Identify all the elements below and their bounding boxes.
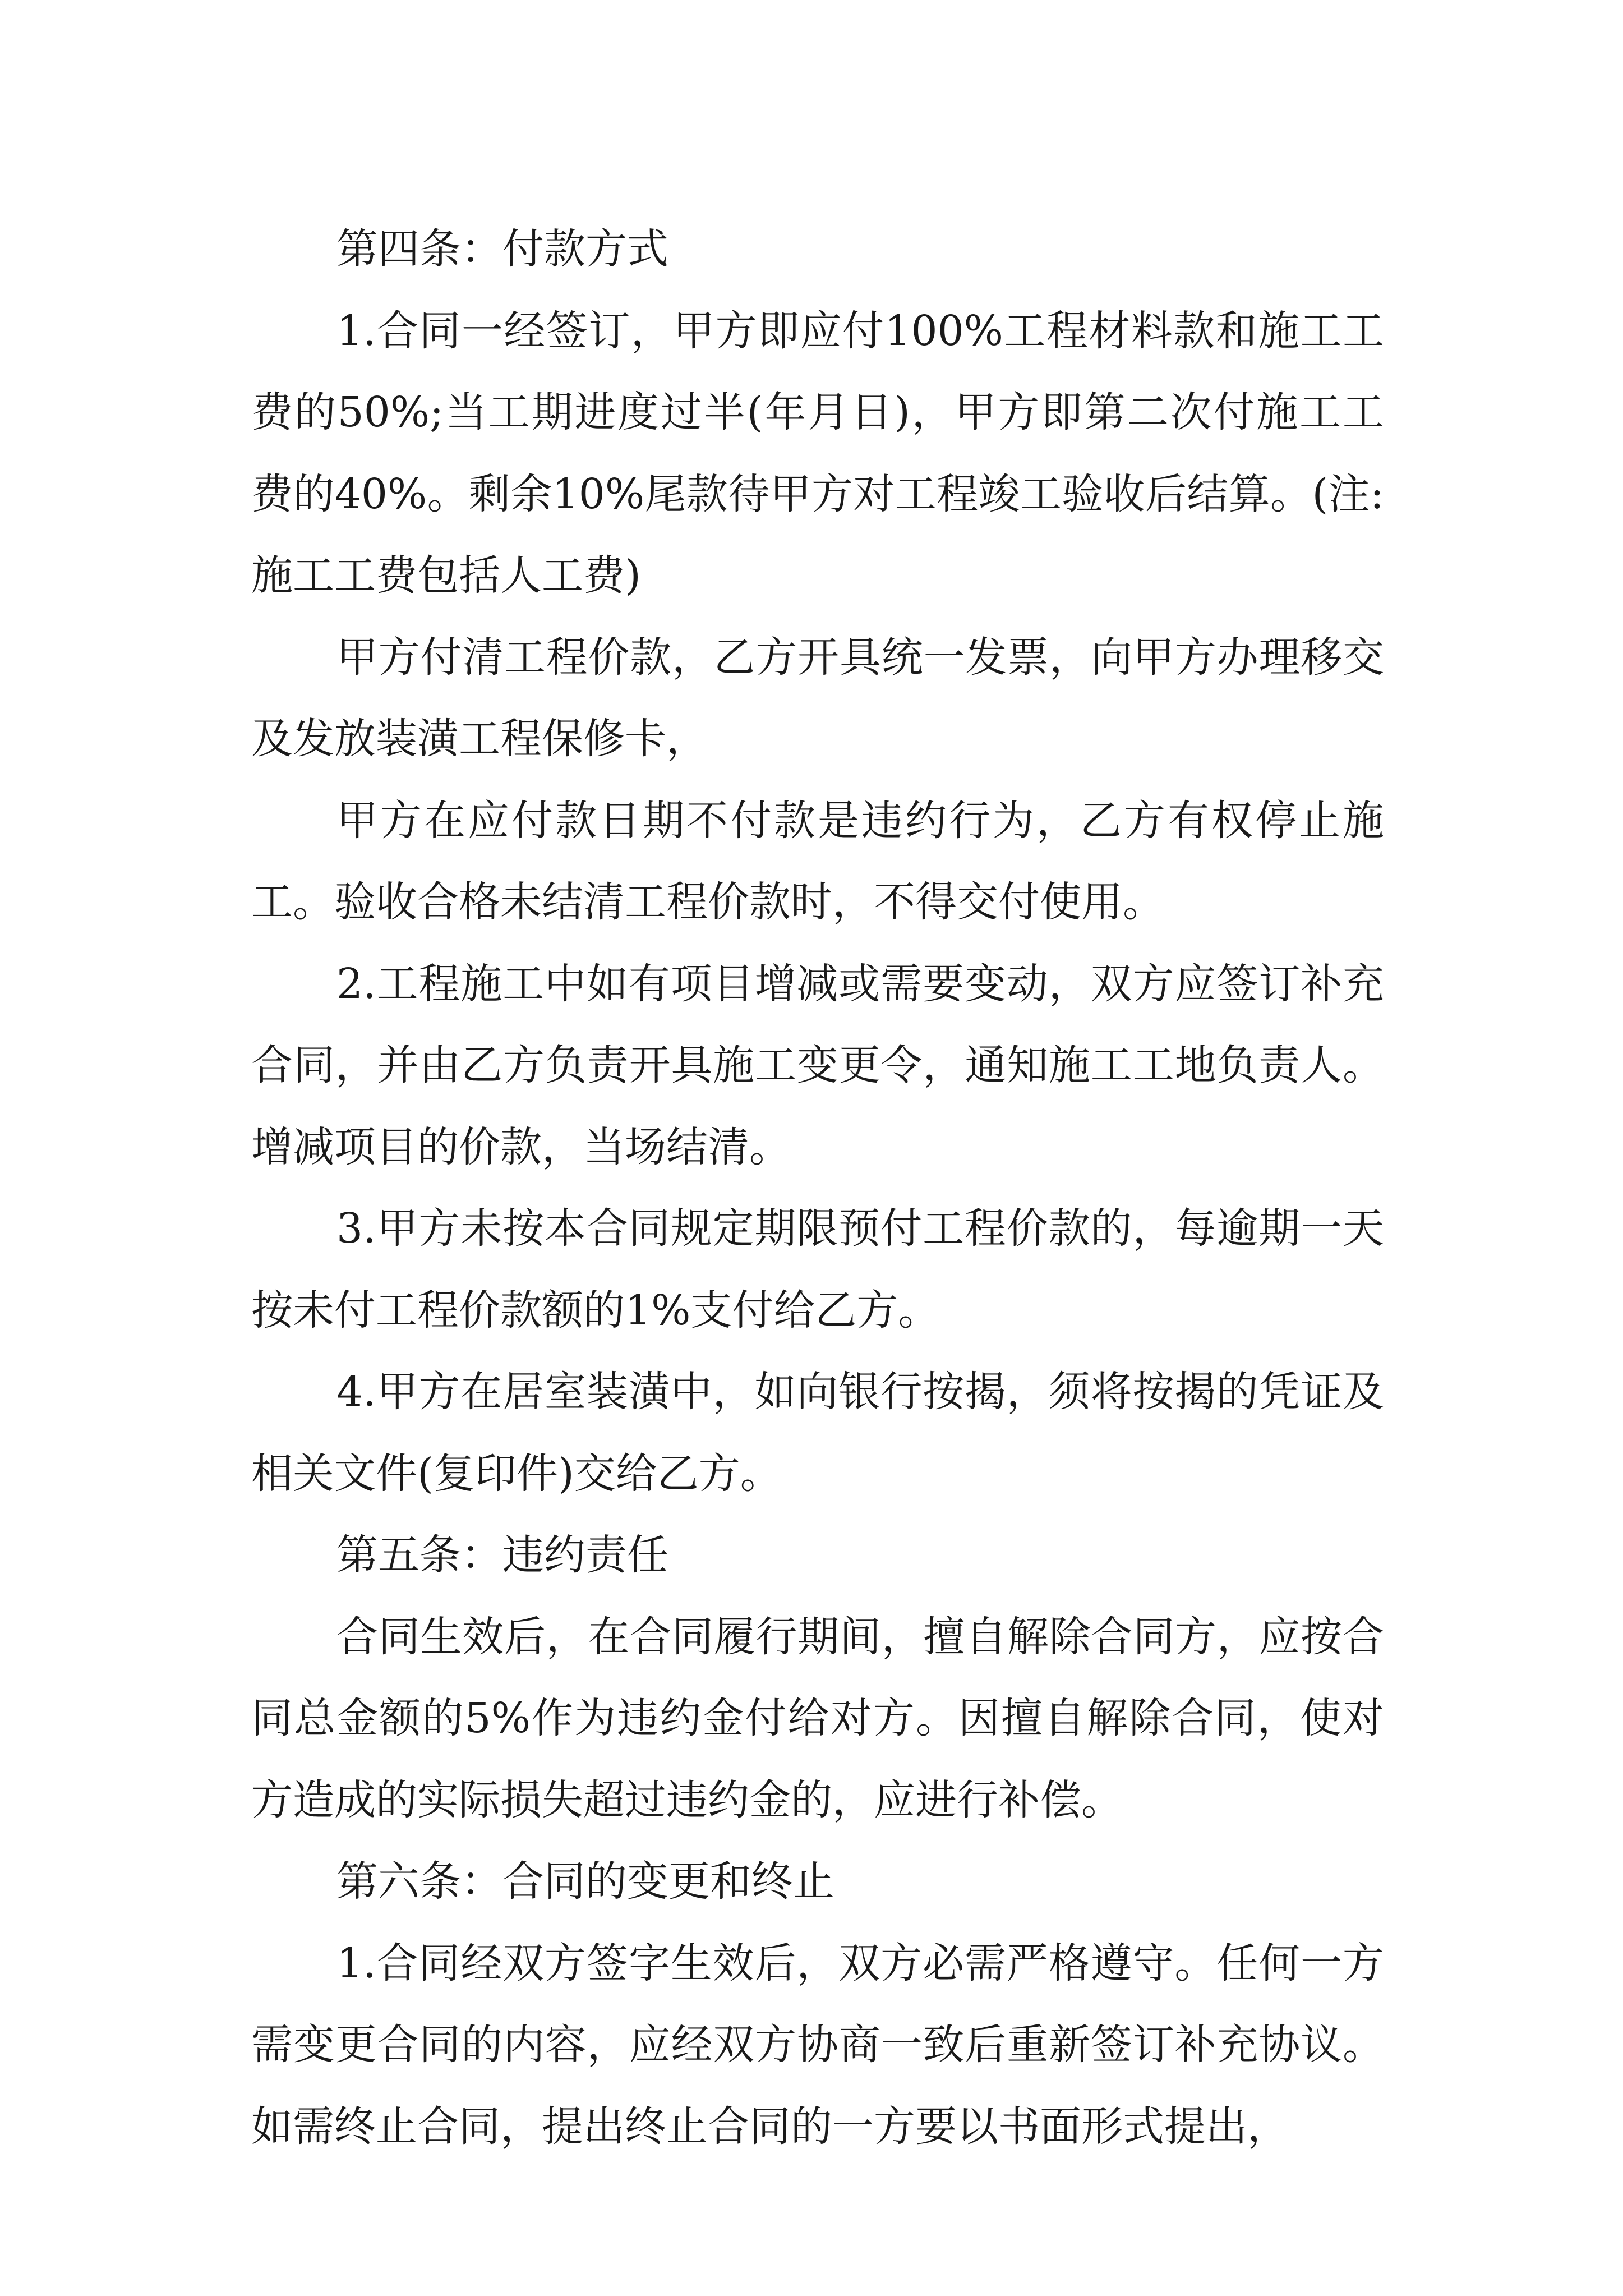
paragraph-payment-invoice: 甲方付清工程价款，乙方开具统一发票，向甲方办理移交及发放装潢工程保修卡， [251,633,1384,763]
section-heading-liability: 第五条：违约责任 [336,1531,668,1579]
paragraph-payment-default: 甲方在应付款日期不付款是违约行为，乙方有权停止施工。验收合格未结清工程价款时，不得交付使用。 [251,796,1384,926]
section-heading-payment: 第四条：付款方式 [336,225,668,273]
paragraph-payment-3: 3.甲方未按本合同规定期限预付工程价款的，每逾期一天按未付工程价款额的1%支付给乙方。 [251,1204,1384,1335]
paragraph-payment-4: 4.甲方在居室装潢中，如向银行按揭，须将按揭的凭证及相关文件(复印件)交给乙方。 [251,1368,1384,1498]
paragraph-payment-2: 2.工程施工中如有项目增减或需要变动，双方应签订补充合同，并由乙方负责开具施工变更令，通知施工工地负责人。增减项目的价款，当场结清。 [251,959,1384,1171]
paragraph-modification-1: 1.合同经双方签字生效后，双方必需严格遵守。任何一方需变更合同的内容，应经双方协商一致后重新签订补充协议。如需终止合同，提出终止合同的一方要以书面形式提出， [251,1939,1384,2151]
section-heading-modification: 第六条：合同的变更和终止 [336,1857,834,1906]
paragraph-payment-1: 1.合同一经签订，甲方即应付100%工程材料款和施工工费的50%;当工期进度过半(年月日)，甲方即第二次付施工工费的40%。剩余10%尾款待甲方对工程竣工验收后结算。(注:施工工费包括人工费) [251,306,1384,600]
paragraph-liability: 合同生效后，在合同履行期间，擅自解除合同方，应按合同总金额的5%作为违约金付给对方。因擅自解除合同，使对方造成的实际损失超过违约金的，应进行补偿。 [251,1612,1384,1824]
document-body [251,209,1384,2168]
